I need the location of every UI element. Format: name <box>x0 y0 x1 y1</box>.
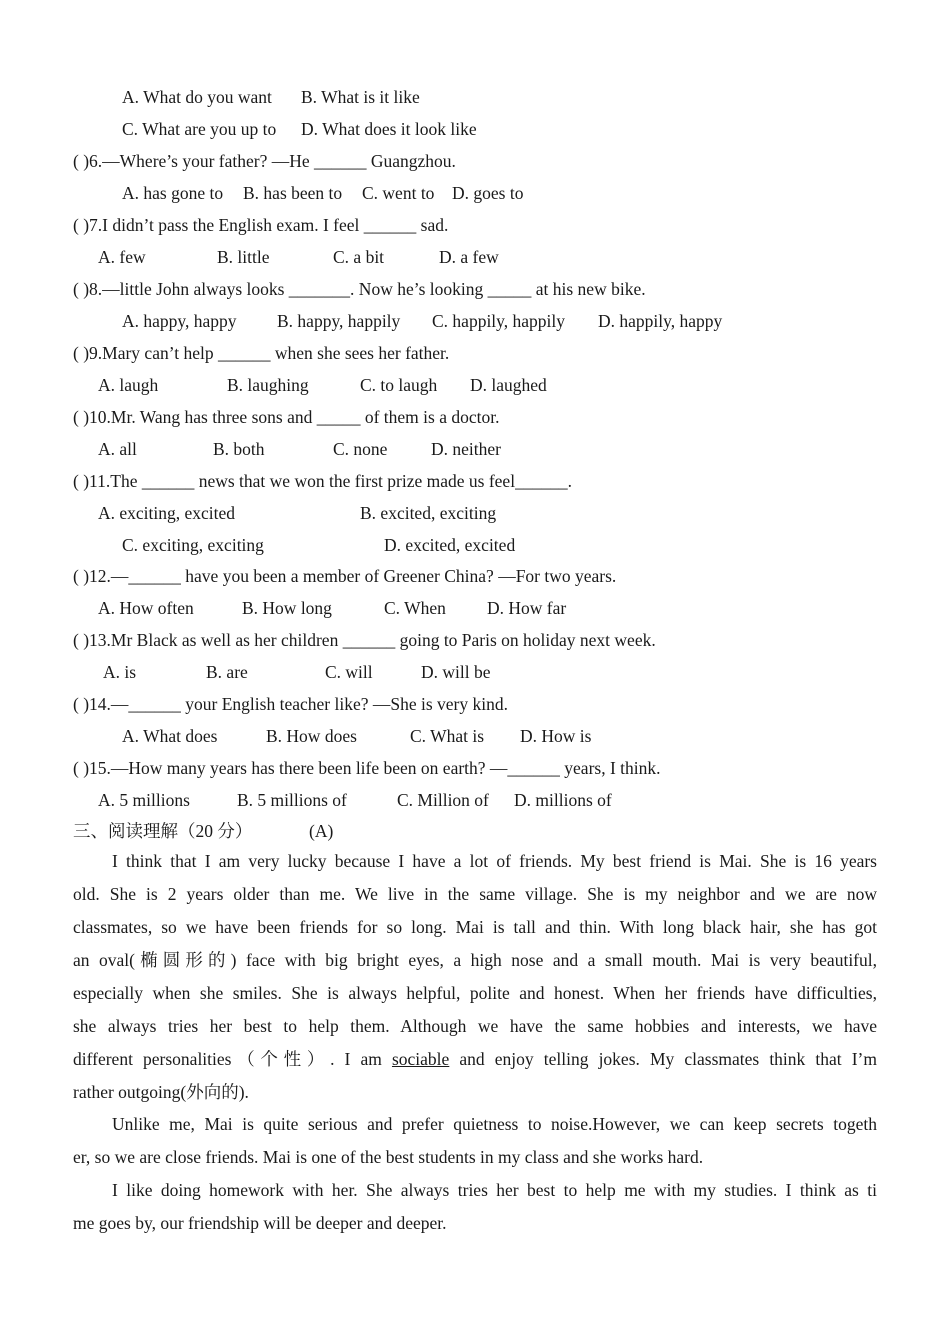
question-6-stem: ( )6.—Where’s your father? —He ______ Guangzhou. <box>73 151 456 171</box>
passage-line: different personalities（个性）. I am sociable and enjoy telling jokes. My classmates think that I’m <box>73 1049 877 1069</box>
question-7-option-c: C. a bit <box>333 247 385 267</box>
passage-line: I think that I am very lucky because I have a lot of friends. My best friend is Mai. She is 16 years <box>112 851 877 871</box>
question-14-option-a: A. What does <box>122 726 218 746</box>
question-7-option-b: B. little <box>217 247 270 267</box>
passage-line: rather outgoing(外向的). <box>73 1082 249 1102</box>
question-12-option-d: D. How far <box>487 598 567 618</box>
question-12-option-c: C. When <box>384 598 446 618</box>
question-15-stem: ( )15.—How many years has there been life been on earth? —______ years, I think. <box>73 758 661 778</box>
question-15-option-a: A. 5 millions <box>98 790 190 810</box>
passage-line: Unlike me, Mai is quite serious and prefer quietness to noise.However, we can keep secrets togeth <box>112 1114 877 1134</box>
question-8-stem: ( )8.—little John always looks _______. Now he’s looking _____ at his new bike. <box>73 279 646 299</box>
question-13-option-d: D. will be <box>421 662 491 682</box>
question-9-option-b: B. laughing <box>227 375 309 395</box>
question-13-stem: ( )13.Mr Black as well as her children ______ going to Paris on holiday next week. <box>73 630 656 650</box>
question-8-option-d: D. happily, happy <box>598 311 723 331</box>
question-13-option-c: C. will <box>325 662 373 682</box>
passage-line: I like doing homework with her. She always tries her best to help me with my studies. I think as ti <box>112 1180 877 1200</box>
question-12-option-a: A. How often <box>98 598 194 618</box>
question-8-option-a: A. happy, happy <box>122 311 237 331</box>
question-8-option-c: C. happily, happily <box>432 311 566 331</box>
question-11-option-b: B. excited, exciting <box>360 503 497 523</box>
question-7-option-d: D. a few <box>439 247 499 267</box>
question-9-option-d: D. laughed <box>470 375 547 395</box>
passage-line: me goes by, our friendship will be deeper and deeper. <box>73 1213 447 1233</box>
question-7-option-a: A. few <box>98 247 146 267</box>
passage-paragraph-2 <box>73 1108 877 1174</box>
question-11-stem: ( )11.The ______ news that we won the first prize made us feel______. <box>73 471 572 491</box>
question-15-option-d: D. millions of <box>514 790 612 810</box>
question-12-stem: ( )12.—______ have you been a member of Greener China? —For two years. <box>73 566 617 586</box>
q5-option-b: B. What is it like <box>301 87 420 107</box>
question-8-option-b: B. happy, happily <box>277 311 401 331</box>
question-14-stem: ( )14.—______ your English teacher like? —She is very kind. <box>73 694 508 714</box>
passage-line: classmates, so we have been friends for so long. Mai is tall and thin. With long black hair, she has got <box>73 917 877 937</box>
section-part-label: (A) <box>309 821 334 841</box>
passage-line: she always tries her best to help them. Although we have the same hobbies and interests, we have <box>73 1016 877 1036</box>
question-13-option-a: A. is <box>103 662 137 682</box>
question-7-stem: ( )7.I didn’t pass the English exam. I feel ______ sad. <box>73 215 449 235</box>
q5-option-d: D. What does it look like <box>301 119 477 139</box>
question-15-option-b: B. 5 millions of <box>237 790 347 810</box>
question-6-option-a: A. has gone to <box>122 183 224 203</box>
passage-paragraph-1 <box>73 845 877 1109</box>
q5-option-a: A. What do you want <box>122 87 272 107</box>
question-10-option-d: D. neither <box>431 439 501 459</box>
question-6-option-d: D. goes to <box>452 183 524 203</box>
question-9-option-a: A. laugh <box>98 375 159 395</box>
question-10-option-c: C. none <box>333 439 388 459</box>
question-10-stem: ( )10.Mr. Wang has three sons and _____ of them is a doctor. <box>73 407 500 427</box>
underlined-word-sociable: sociable <box>391 1049 450 1069</box>
question-10-option-b: B. both <box>213 439 265 459</box>
question-10-option-a: A. all <box>98 439 137 459</box>
question-14-option-b: B. How does <box>266 726 357 746</box>
question-11-option-c: C. exciting, exciting <box>122 535 264 555</box>
q5-option-c: C. What are you up to <box>122 119 277 139</box>
question-14-option-c: C. What is <box>410 726 485 746</box>
question-14-option-d: D. How is <box>520 726 592 746</box>
question-6-option-c: C. went to <box>362 183 435 203</box>
passage-paragraph-3 <box>73 1174 877 1240</box>
question-15-option-c: C. Million of <box>397 790 489 810</box>
passage-line: er, so we are close friends. Mai is one of the best students in my class and she works hard. <box>73 1147 704 1167</box>
question-6-option-b: B. has been to <box>243 183 343 203</box>
question-13-option-b: B. are <box>206 662 248 682</box>
question-9-option-c: C. to laugh <box>360 375 438 395</box>
passage-line: old. She is 2 years older than me. We live in the same village. She is my neighbor and we are now <box>73 884 877 904</box>
question-12-option-b: B. How long <box>242 598 332 618</box>
passage-line: an oval(椭圆形的) face with big bright eyes, a high nose and a small mouth. Mai is very beautiful, <box>73 950 877 970</box>
section-title: 三、阅读理解（20 分） <box>73 821 253 841</box>
question-11-option-d: D. excited, excited <box>384 535 516 555</box>
question-9-stem: ( )9.Mary can’t help ______ when she sees her father. <box>73 343 450 363</box>
passage-line: especially when she smiles. She is always helpful, polite and honest. When her friends have difficulties, <box>73 983 877 1003</box>
question-11-option-a: A. exciting, excited <box>98 503 236 523</box>
